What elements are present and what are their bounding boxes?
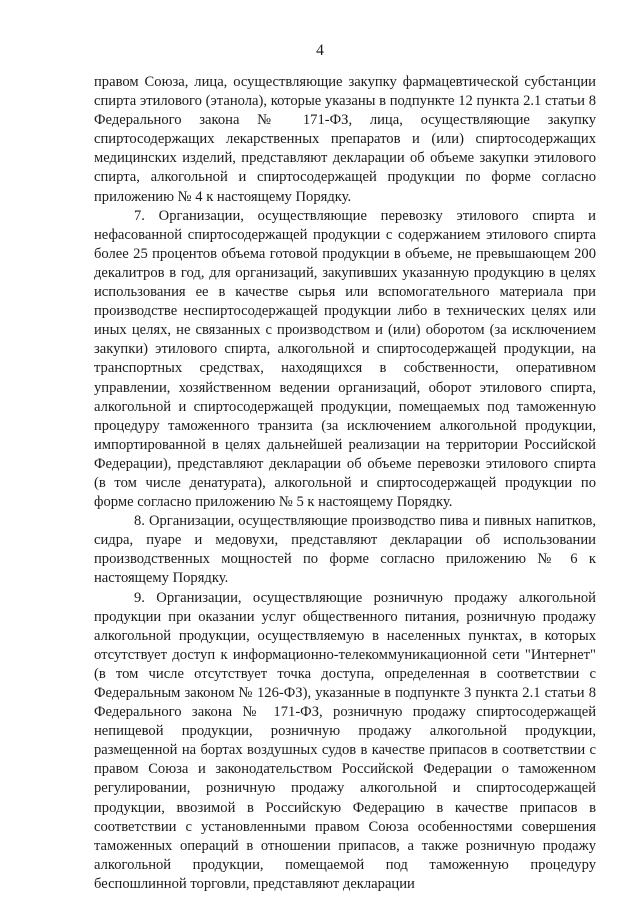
paragraph-8: 8. Организации, осуществляющие производство пива и пивных напитков, сидра, пуаре и медовухи, представляют декларации об использовании производственных мощностей по форме согласно приложению № 6 к настоящему Порядку. bbox=[94, 513, 596, 587]
paragraph-7: 7. Организации, осуществляющие перевозку этилового спирта и нефасованной спиртосодержащей продукции с содержанием этилового спирта более 25 процентов объема готовой продукции в объеме, не превышающем 200 декалитров в год, для организаций, закупивших указанную продукцию в целях использования ее в качестве сырья или вспомогательного материала при производстве неспиртосодержащей продукции либо в технических целях или иных целях, не связанных с производством и (или) оборотом (за исключением закупки) этилового спирта, алкогольной и спиртосодержащей продукции, на транспортных средствах, находящихся в собственности, оперативном управлении, хозяйственном ведении организаций, оборот этилового спирта, алкогольной и спиртосодержащей продукции, помещаемых под таможенную процедуру таможенного транзита (за исключением алкогольной продукции, импортированной в целях дальнейшей реализации на территории Российской Федерации), представляют декларации об объеме перевозки этилового спирта (в том числе денатурата), алкогольной и спиртосодержащей продукции по форме согласно приложению № 5 к настоящему Порядку. bbox=[94, 207, 596, 511]
paragraph-9: 9. Организации, осуществляющие розничную продажу алкогольной продукции при оказании услуг общественного питания, розничную продажу алкогольной продукции, осуществляемую в населенных пунктах, в которых отсутствует доступ к информационно-телекоммуникационной сети "Интернет" (в том числе отсутствует точка доступа, определенная в соответствии с Федеральным законом № 126-ФЗ), указанные в подпункте 3 пункта 2.1 статьи 8 Федерального закона № 171-ФЗ, розничную продажу спиртосодержащей непищевой продукции, розничную продажу алкогольной продукции, размещенной на бортах воздушных судов в качестве припасов в соответствии с правом Союза и законодательством Российской Федерации о таможенном регулировании, розничную продажу алкогольной и спиртосодержащей продукции, ввозимой в Российскую Федерацию в качестве припасов в соответствии с установленными правом Союза особенностями совершения таможенных операций в отношении припасов, а также розничную продажу алкогольной продукции, помещаемой под таможенную процедуру беспошлинной торговли, представляют декларации bbox=[94, 589, 596, 892]
page-number: 4 bbox=[316, 42, 324, 59]
paragraph-continuation: правом Союза, лица, осуществляющие закупку фармацевтической субстанции спирта этилового (этанола), которые указаны в подпункте 12 пункта 2.1 статьи 8 Федерального закона № 171-ФЗ, лица, осуществляющие закупку спиртосодержащих лекарственных препаратов и (или) спиртосодержащих медицинских изделий, представляют декларации об объеме закупки этилового спирта, алкогольной и спиртосодержащей продукции по форме согласно приложению № 4 к настоящему Порядку. bbox=[94, 74, 596, 205]
body-text bbox=[94, 73, 596, 894]
